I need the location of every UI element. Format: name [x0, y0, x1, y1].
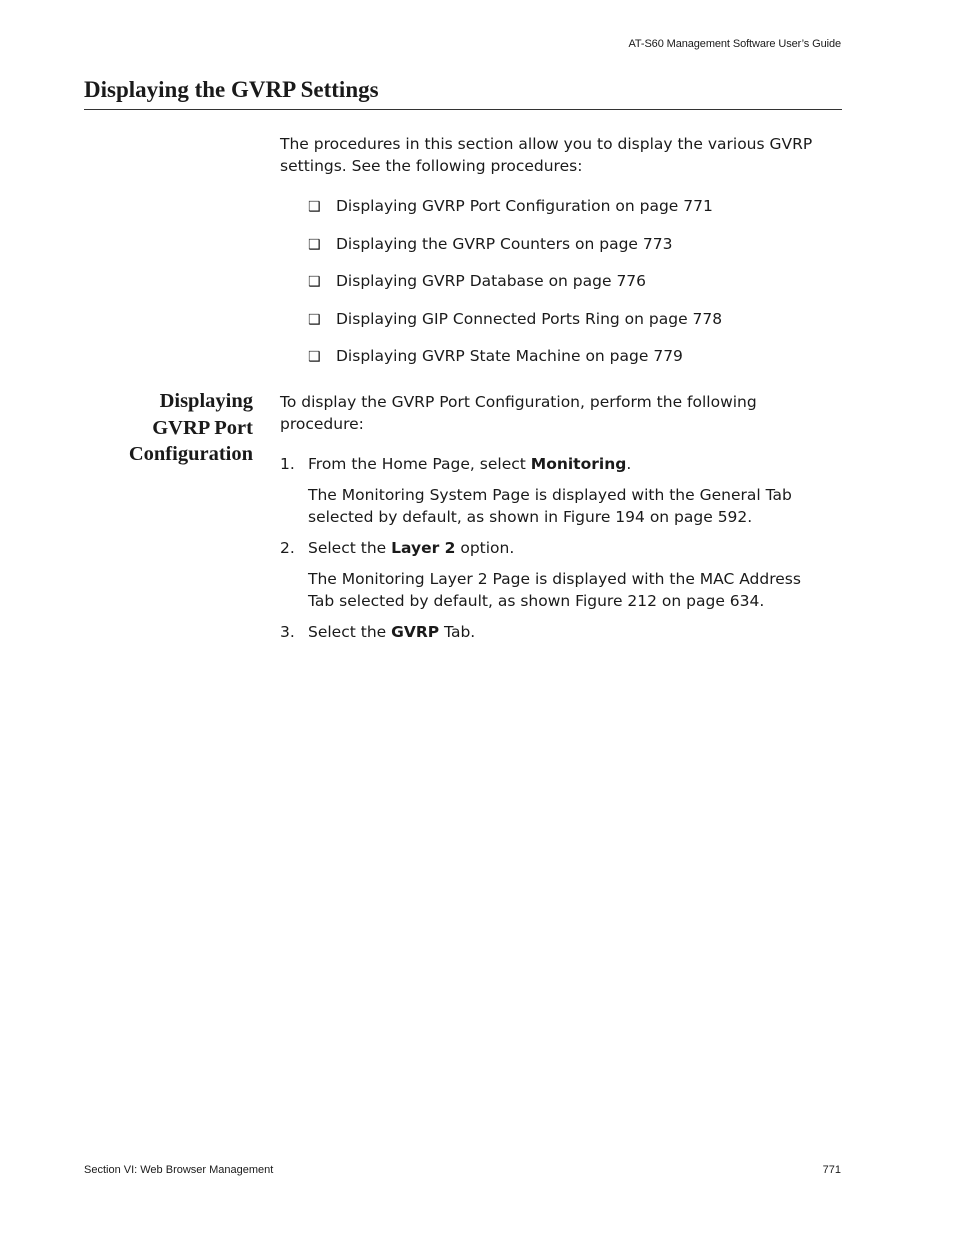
page-number: 771: [822, 1164, 841, 1176]
step-ui-label: Layer 2: [391, 539, 456, 557]
section-title: Displaying the GVRP Settings: [84, 77, 379, 102]
running-header: AT-S60 Management Software User’s Guide: [628, 38, 841, 50]
procedure-link-text[interactable]: Displaying the GVRP Counters on page 773: [336, 235, 673, 253]
checkbox-outline-icon: ❑: [308, 349, 321, 365]
procedure-link-item[interactable]: [308, 345, 848, 368]
procedure-link-item[interactable]: [308, 195, 848, 218]
section-intro: The procedures in this section allow you to display the various GVRP settings. See the following procedures:: [280, 135, 813, 175]
procedure-link-item[interactable]: [308, 233, 848, 256]
procedure-step: [280, 537, 830, 559]
step-text-before: From the Home Page, select: [308, 455, 531, 473]
footer-section-label: Section VI: Web Browser Management: [84, 1164, 274, 1176]
step-description: The Monitoring System Page is displayed with the General Tab selected by default, as shown in Figure 194 on page 592.: [308, 486, 792, 526]
title-divider: [84, 109, 842, 110]
checkbox-outline-icon: ❑: [308, 312, 321, 328]
subsection-intro: To display the GVRP Port Configuration, perform the following procedure:: [280, 393, 757, 433]
procedure-link-text[interactable]: Displaying GIP Connected Ports Ring on page 778: [336, 310, 723, 328]
procedure-link-text[interactable]: Displaying GVRP Port Configuration on page 771: [336, 197, 713, 215]
procedure-step: [280, 453, 830, 475]
step-text-after: .: [626, 455, 632, 473]
step-number: 2.: [280, 539, 295, 557]
step-ui-label: Monitoring: [530, 455, 627, 473]
step-text-before: Select the: [308, 539, 392, 557]
step-text-before: Select the: [308, 623, 392, 641]
subsection-heading: [90, 388, 253, 468]
checkbox-outline-icon: ❑: [308, 274, 321, 290]
step-text-after: Tab.: [439, 623, 476, 641]
subsection-heading-line: GVRP Port: [152, 416, 253, 439]
procedure-link-item[interactable]: [308, 308, 848, 331]
checkbox-outline-icon: ❑: [308, 199, 321, 215]
step-description: The Monitoring Layer 2 Page is displayed with the MAC Address Tab selected by default, as shown Figure 212 on page 634.: [308, 570, 801, 610]
procedure-link-text[interactable]: Displaying GVRP State Machine on page 779: [336, 347, 683, 365]
step-number: 3.: [280, 623, 295, 641]
subsection-heading-line: Displaying: [159, 390, 253, 412]
checkbox-outline-icon: ❑: [308, 237, 321, 253]
step-text-after: option.: [455, 539, 515, 557]
procedure-link-text[interactable]: Displaying GVRP Database on page 776: [336, 272, 647, 290]
procedure-link-item[interactable]: [308, 270, 848, 293]
procedure-step: [280, 621, 830, 643]
step-number: 1.: [280, 455, 295, 473]
subsection-heading-line: Configuration: [128, 443, 253, 465]
step-ui-label: GVRP: [391, 623, 440, 641]
